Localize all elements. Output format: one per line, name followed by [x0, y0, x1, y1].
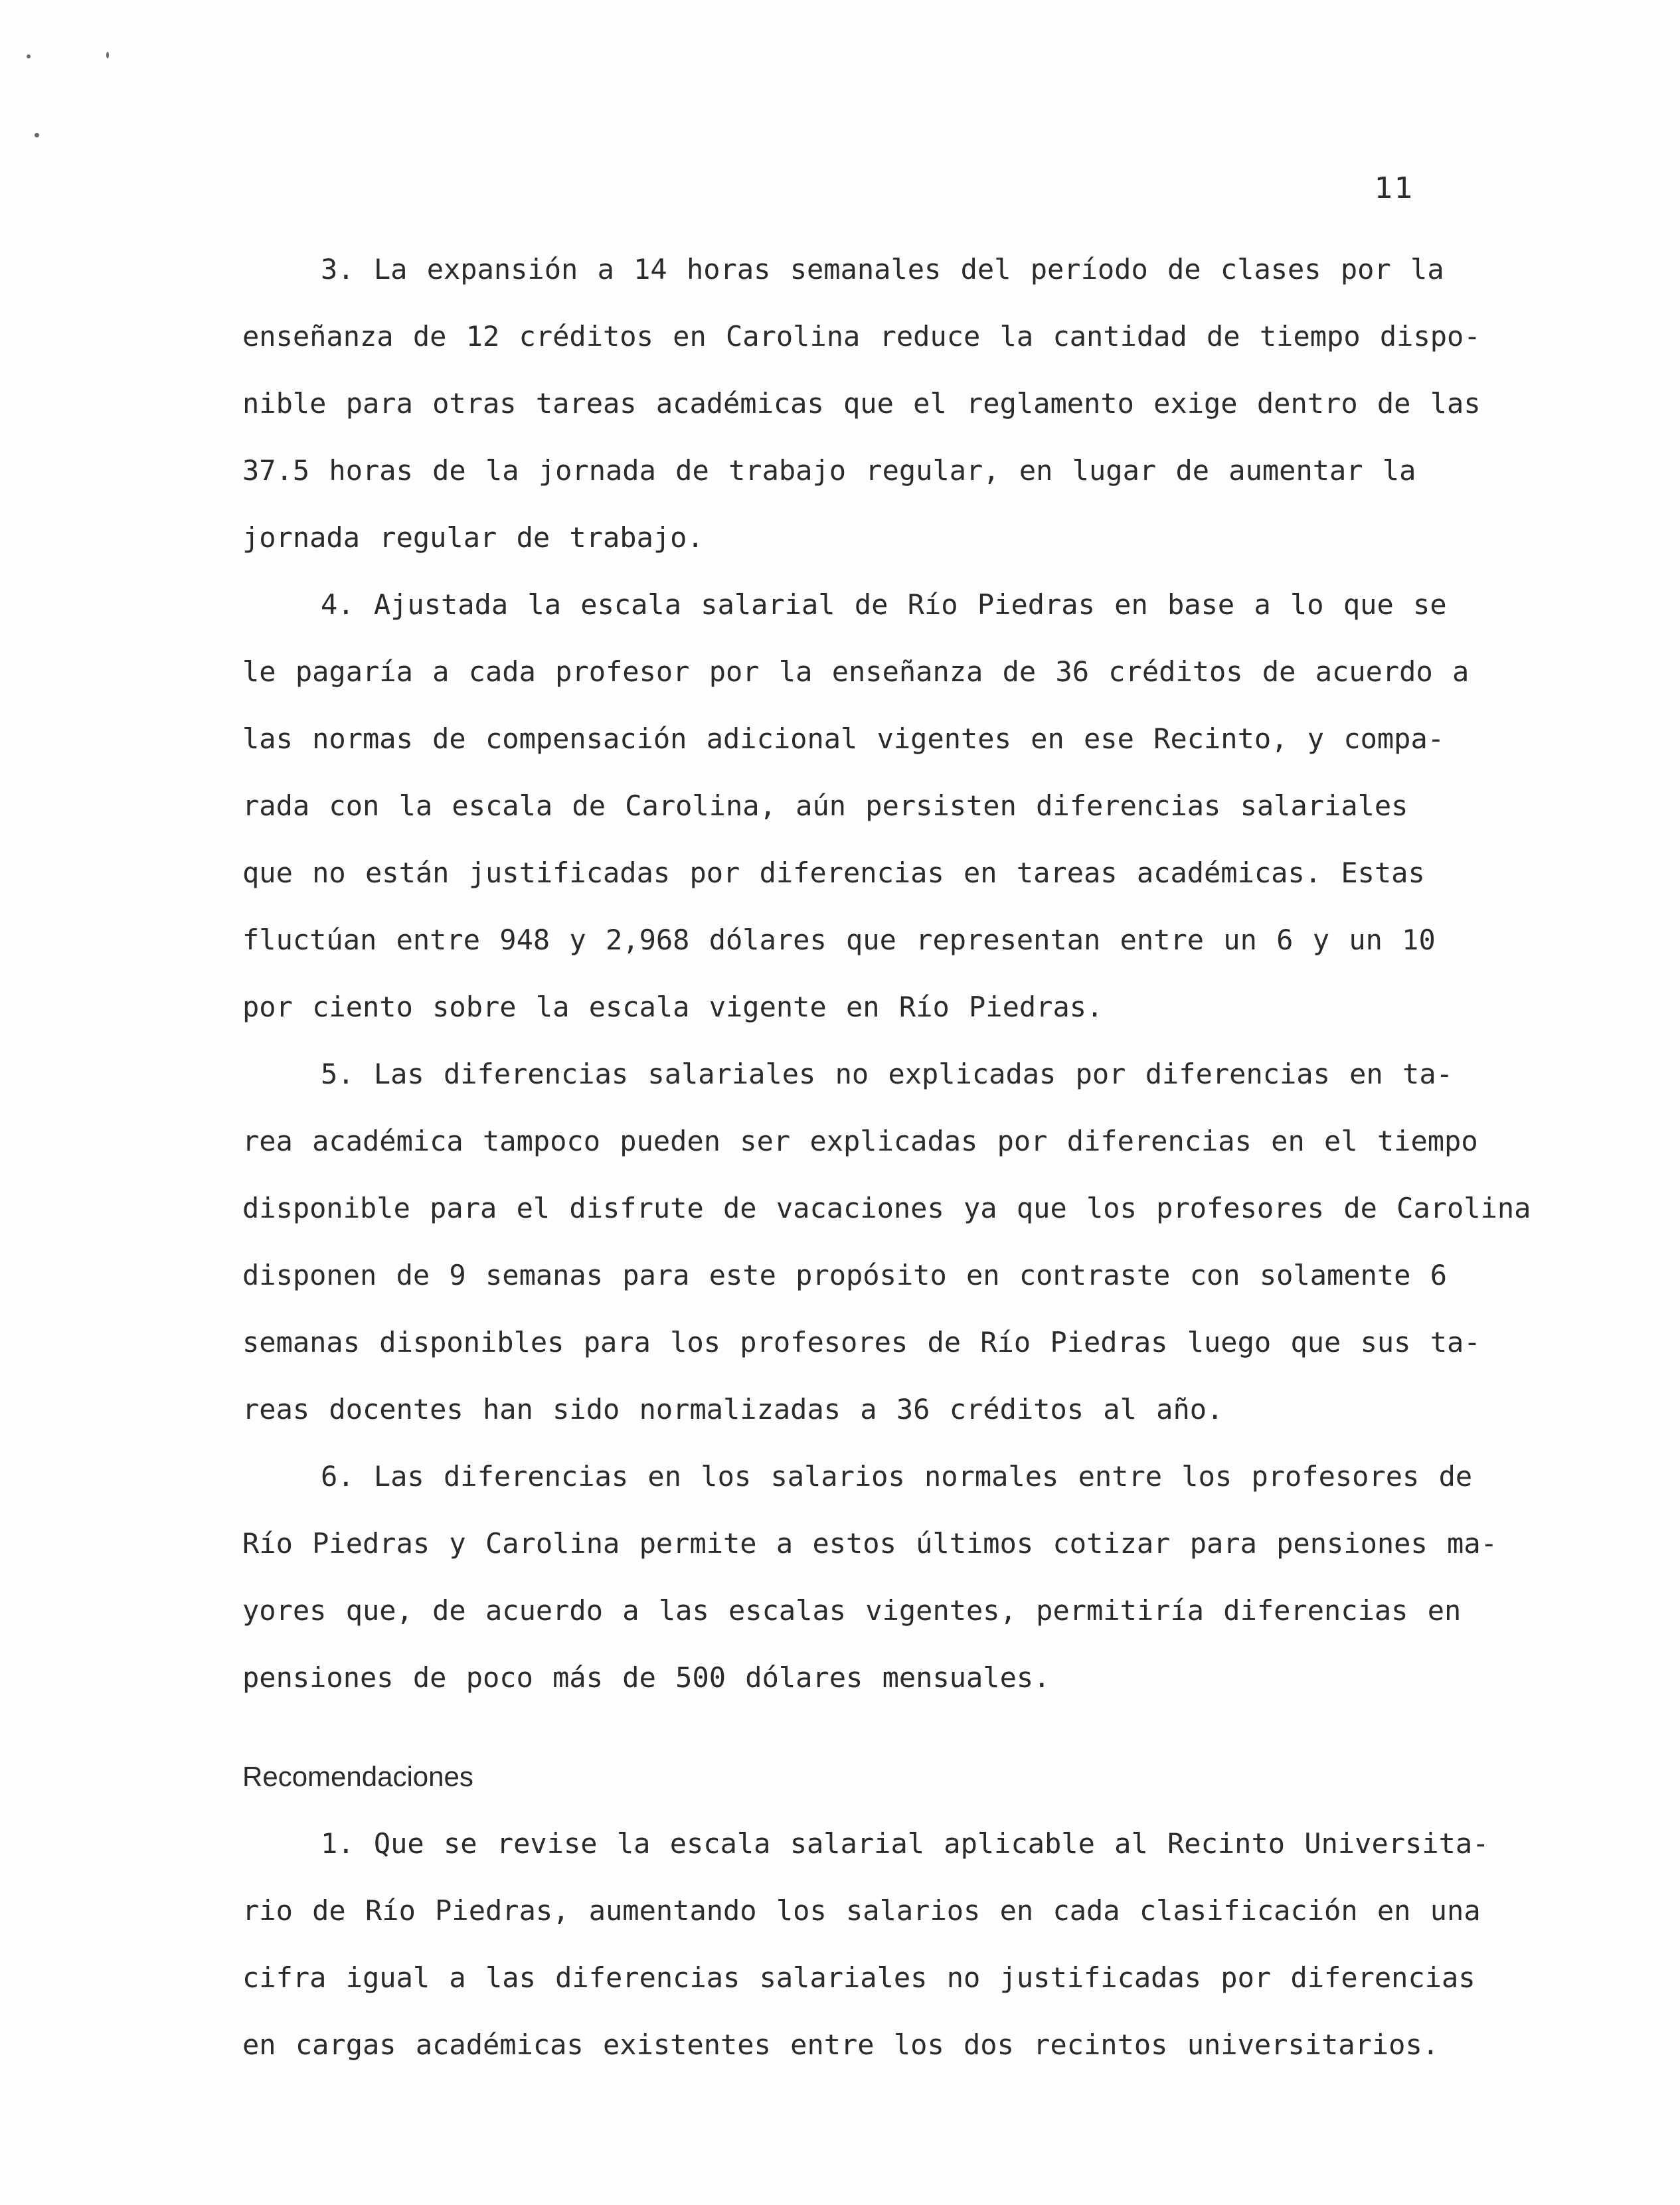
scan-speck [35, 133, 39, 137]
text-line: 37.5 horas de la jornada de trabajo regular, en lugar de aumentar la [242, 454, 1416, 487]
text-line: fluctúan entre 948 y 2,968 dólares que representan entre un 6 y un 10 [242, 924, 1436, 956]
text-line: Río Piedras y Carolina permite a estos últimos cotizar para pensiones ma- [242, 1527, 1497, 1560]
text-line: 3. La expansión a 14 horas semanales del período de clases por la [321, 253, 1444, 286]
text-line: le pagaría a cada profesor por la enseñanza de 36 créditos de acuerdo a [242, 655, 1470, 688]
page-number: 11 [1375, 171, 1414, 205]
text-line: jornada regular de trabajo. [242, 521, 704, 554]
text-line: rio de Río Piedras, aumentando los salarios en cada clasificación en una [242, 1894, 1481, 1927]
text-line: disponen de 9 semanas para este propósito en contraste con solamente 6 [242, 1259, 1448, 1291]
text-line: enseñanza de 12 créditos en Carolina reduce la cantidad de tiempo dispo- [242, 320, 1481, 353]
findings-item-4 [242, 571, 1491, 1040]
recommendation-item-1 [242, 1810, 1491, 2078]
section-heading: Recomendaciones [242, 1761, 473, 1792]
text-line: yores que, de acuerdo a las escalas vigentes, permitiría diferencias en [242, 1594, 1462, 1627]
text-line: pensiones de poco más de 500 dólares mensuales. [242, 1661, 1050, 1694]
document-body [242, 236, 1531, 2078]
text-line: por ciento sobre la escala vigente en Río Piedras. [242, 991, 1104, 1023]
text-line: nible para otras tareas académicas que el reglamento exige dentro de las [242, 387, 1481, 420]
text-line: 5. Las diferencias salariales no explicadas por diferencias en ta- [321, 1058, 1453, 1090]
text-line: semanas disponibles para los profesores de Río Piedras luego que sus ta- [242, 1326, 1481, 1358]
findings-item-6 [242, 1443, 1497, 1711]
text-line: 1. Que se revise la escala salarial aplicable al Recinto Universita- [321, 1827, 1489, 1860]
text-line: las normas de compensación adicional vigentes en ese Recinto, y compa- [242, 722, 1445, 755]
text-line: rada con la escala de Carolina, aún persisten diferencias salariales [242, 789, 1408, 822]
scan-speck [27, 54, 31, 58]
findings-item-3 [242, 236, 1491, 571]
text-line: reas docentes han sido normalizadas a 36 créditos al año. [242, 1393, 1224, 1426]
text-line: disponible para el disfrute de vacaciones ya que los profesores de Carolina [242, 1192, 1531, 1224]
text-line: cifra igual a las diferencias salariales no justificadas por diferencias [242, 1961, 1475, 1994]
text-line: rea académica tampoco pueden ser explicadas por diferencias en el tiempo [242, 1125, 1478, 1157]
text-line: en cargas académicas existentes entre los dos recintos universitarios. [242, 2028, 1440, 2061]
text-line: que no están justificadas por diferencias en tareas académicas. Estas [242, 857, 1425, 889]
text-line: 6. Las diferencias en los salarios normales entre los profesores de [321, 1460, 1473, 1493]
text-line: 4. Ajustada la escala salarial de Río Piedras en base a lo que se [321, 588, 1447, 621]
scan-speck [106, 52, 109, 58]
findings-item-5 [242, 1040, 1531, 1443]
